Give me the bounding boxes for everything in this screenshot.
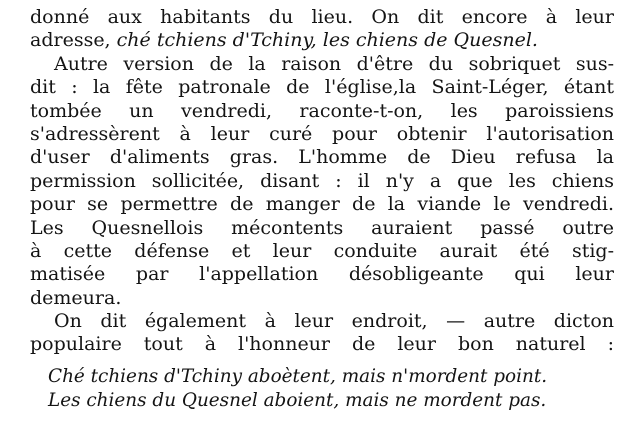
text-line: donné aux habitants du lieu. On dit encore à leur [30,6,614,28]
paragraph-1 [30,6,614,53]
text-line: dit : la fête patronale de l'église,la Saint-Léger, étant [30,76,614,99]
text-line: pour se permettre de manger de la viande le vendredi. [30,193,614,216]
text-line: tombée un vendredi, raconte-t-on, les paroissiens [30,99,614,122]
paragraph-3 [30,310,614,357]
text-line: Autre version de la raison d'être du sobriquet sus- [54,52,614,75]
text-line: demeura. [30,286,122,309]
text-span: adresse, [30,29,111,52]
dicton-french-line: Les chiens du Quesnel aboient, mais ne mordent pas. [48,389,547,411]
text-line: s'adressèrent à leur curé pour obtenir l'autorisation [30,122,614,145]
text-line: Les Quesnellois mécontents auraient passé outre [30,216,614,239]
text-line: permission sollicitée, disant : il n'y a que les chiens [30,169,614,192]
dicton-picard-line: Ché tchiens d'Tchiny aboètent, mais n'mordent point. [48,365,548,387]
document-page [30,6,614,413]
text-line: On dit également à leur endroit, — autre dicton [54,310,614,333]
dicton-quote [30,365,614,413]
text-line: populaire tout à l'honneur de leur bon naturel : [30,333,614,356]
text-line: à cette défense et leur conduite aurait été stig- [30,239,614,262]
text-line: matisée par l'appellation désobligeante qui leur [30,263,614,286]
text-line: d'user d'aliments gras. L'homme de Dieu refusa la [30,146,614,169]
paragraph-2 [30,53,614,310]
italic-quote: ché tchiens d'Tchiny, les chiens de Quesnel. [116,29,538,52]
text-line [30,29,614,52]
